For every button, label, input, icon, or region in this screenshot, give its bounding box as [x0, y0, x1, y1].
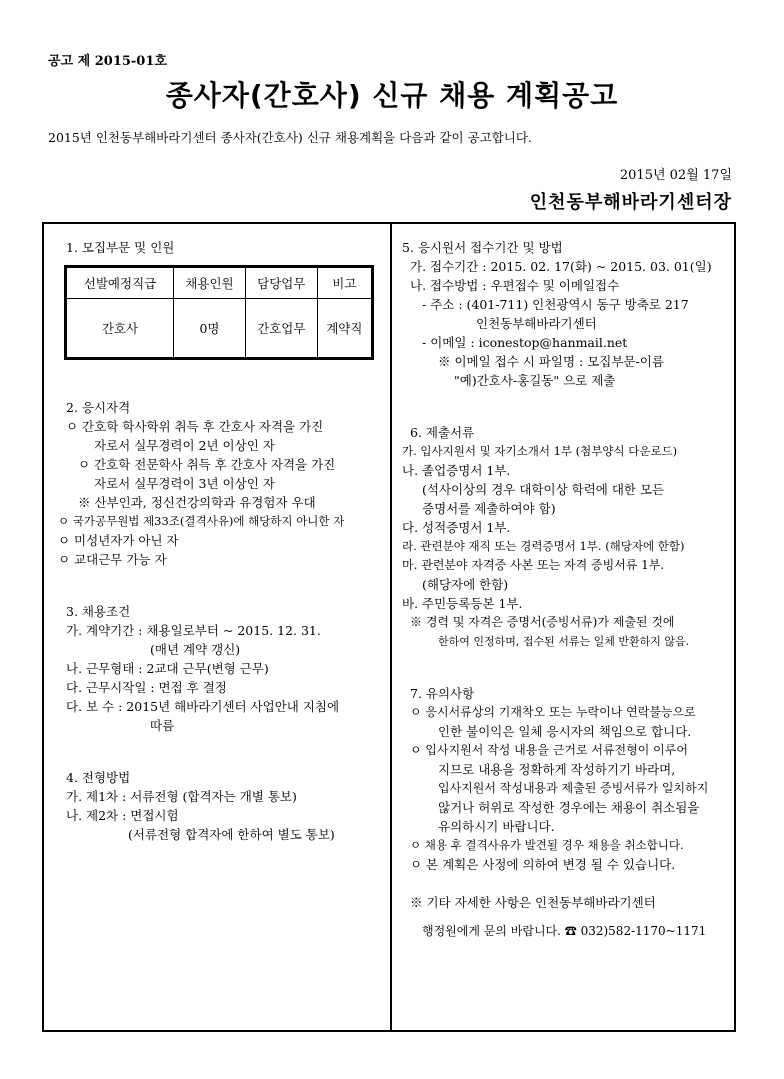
list-item: 가. 접수기간 : 2015. 02. 17(화) ~ 2015. 03. 01(일) — [410, 259, 712, 274]
list-item: 자로서 실무경력이 2년 이상인 자 — [94, 438, 275, 453]
list-item: ※ 경력 및 자격은 증명서(증빙서류)가 제출된 것에 — [410, 615, 675, 629]
list-item: 바. 주민등록등본 1부. — [402, 596, 523, 611]
list-item: ㅇ 간호학 학사학위 취득 후 간호사 자격을 가진 — [66, 419, 324, 434]
list-item: 마. 관련분야 자격증 사본 또는 자격 증빙서류 1부. — [402, 558, 665, 572]
list-item: 가. 계약기간 : 채용일로부터 ~ 2015. 12. 31. — [66, 623, 321, 638]
table-cell-note: 계약직 — [317, 299, 371, 358]
list-item: 않거나 허위로 작성한 경우에는 채용이 취소됨을 — [438, 800, 700, 815]
table-cell-count: 0명 — [174, 299, 246, 358]
recruit-table-frame — [64, 265, 374, 360]
list-item: 다. 보 수 : 2015년 해바라기센터 사업안내 지침에 — [66, 699, 340, 714]
section-title-screening: 4. 전형방법 — [66, 770, 131, 785]
list-item: 다. 근무시작일 : 면접 후 결정 — [66, 680, 227, 695]
notice-date: 2015년 02월 17일 — [619, 168, 732, 183]
list-item: 지므로 내용을 정확하게 작성하기기 바라며, — [438, 762, 676, 777]
section-title-notes: 7. 유의사항 — [410, 686, 475, 701]
section-title-conditions: 3. 채용조건 — [66, 604, 131, 619]
list-item: ㅇ 응시서류상의 기재착오 또는 누락이나 연락불능으로 — [410, 705, 696, 719]
contact-note: ※ 기타 자세한 사항은 인천동부해바라기센터 — [410, 895, 656, 910]
list-item: ㅇ 입사지원서 작성 내용을 근거로 서류전형이 이루어 — [410, 743, 688, 757]
list-item: - 주소 : (401-711) 인천광역시 동구 방축로 217 — [422, 297, 689, 312]
list-item: 증명서를 제출하여야 함) — [422, 501, 556, 516]
list-item: (서류전형 합격자에 한하여 별도 통보) — [128, 827, 335, 842]
notice-number: 공고 제 2015-01호 — [48, 54, 167, 69]
column-divider — [390, 224, 392, 1030]
list-item: ※ 이메일 접수 시 파일명 : 모집부문-이름 — [438, 354, 664, 369]
list-item: (석사이상의 경우 대학이상 학력에 대한 모든 — [422, 482, 665, 497]
list-item: ㅇ 국가공무원법 제33조(결격사유)에 해당하지 아니한 자 — [58, 514, 345, 528]
list-item: ㅇ 간호학 전문학사 취득 후 간호사 자격을 가진 — [78, 457, 336, 472]
list-item: (매년 계약 갱신) — [150, 642, 241, 657]
list-item: 입사지원서 작성내용과 제출된 증빙서류가 일치하지 — [438, 781, 709, 795]
list-item: ㅇ 본 계획은 사정에 의하여 변경 될 수 있습니다. — [410, 857, 676, 872]
list-item: "예)간호사-홍길동" 으로 제출 — [454, 373, 616, 388]
content-frame — [42, 222, 736, 1032]
recruit-table — [66, 267, 372, 358]
list-item: 나. 근무형태 : 2교대 근무(변형 근무) — [66, 661, 269, 676]
table-header-note: 비고 — [317, 268, 371, 299]
list-item: 가. 제1차 : 서류전형 (합격자는 개별 통보) — [66, 789, 297, 804]
list-item: 인천동부해바라기센터 — [476, 316, 597, 331]
left-column — [58, 224, 384, 844]
section-title-application: 5. 응시원서 접수기간 및 방법 — [402, 240, 563, 255]
page-title: 종사자(간호사) 신규 채용 계획공고 — [165, 79, 619, 112]
list-item: 나. 졸업증명서 1부. — [402, 463, 511, 478]
list-item: ㅇ 채용 후 결격사유가 발견될 경우 채용을 취소합니다. — [410, 838, 684, 852]
issuer-name: 인천동부해바라기센터장 — [529, 192, 732, 213]
right-column — [402, 224, 730, 941]
list-item: 유의하시기 바랍니다. — [438, 819, 555, 834]
list-item: 라. 관련분야 재직 또는 경력증명서 1부. (해당자에 한함) — [402, 539, 685, 553]
list-item: 자로서 실무경력이 3년 이상인 자 — [94, 476, 275, 491]
table-header-grade: 선발예정직급 — [67, 268, 174, 299]
list-item: 한하여 인정하며, 접수된 서류는 일체 반환하지 않음. — [438, 635, 690, 648]
list-item: 다. 성적증명서 1부. — [402, 520, 511, 535]
table-cell-duty: 간호업무 — [245, 299, 317, 358]
list-item: 인한 불이익은 일체 응시자의 책임으로 합니다. — [438, 724, 692, 739]
list-item: 따름 — [150, 718, 175, 733]
list-item: 나. 접수방법 : 우편접수 및 이메일접수 — [410, 278, 620, 293]
list-item: 가. 입사지원서 및 자기소개서 1부 (첨부양식 다운로드) — [402, 444, 678, 458]
list-item: 나. 제2차 : 면접시험 — [66, 808, 179, 823]
list-item: (해당자에 한함) — [422, 577, 509, 592]
section-title-qualification: 2. 응시자격 — [66, 400, 131, 415]
table-header-count: 채용인원 — [174, 268, 246, 299]
list-item: ※ 산부인과, 정신건강의학과 유경험자 우대 — [78, 495, 316, 510]
list-item: - 이메일 : iconestop@hanmail.net — [422, 335, 628, 350]
table-header-duty: 담당업무 — [245, 268, 317, 299]
contact-phone: 행정원에게 문의 바랍니다. ☎ 032)582-1170~1171 — [422, 924, 707, 938]
table-cell-grade: 간호사 — [67, 299, 174, 358]
list-item: ㅇ 미성년자가 아닌 자 — [58, 533, 179, 548]
section-title-documents: 6. 제출서류 — [410, 425, 475, 440]
section-title-recruit: 1. 모집부문 및 인원 — [66, 240, 175, 255]
list-item: ㅇ 교대근무 가능 자 — [58, 552, 167, 567]
intro-text: 2015년 인천동부해바라기센터 종사자(간호사) 신규 채용계획을 다음과 같이 공고합니다. — [48, 130, 532, 145]
